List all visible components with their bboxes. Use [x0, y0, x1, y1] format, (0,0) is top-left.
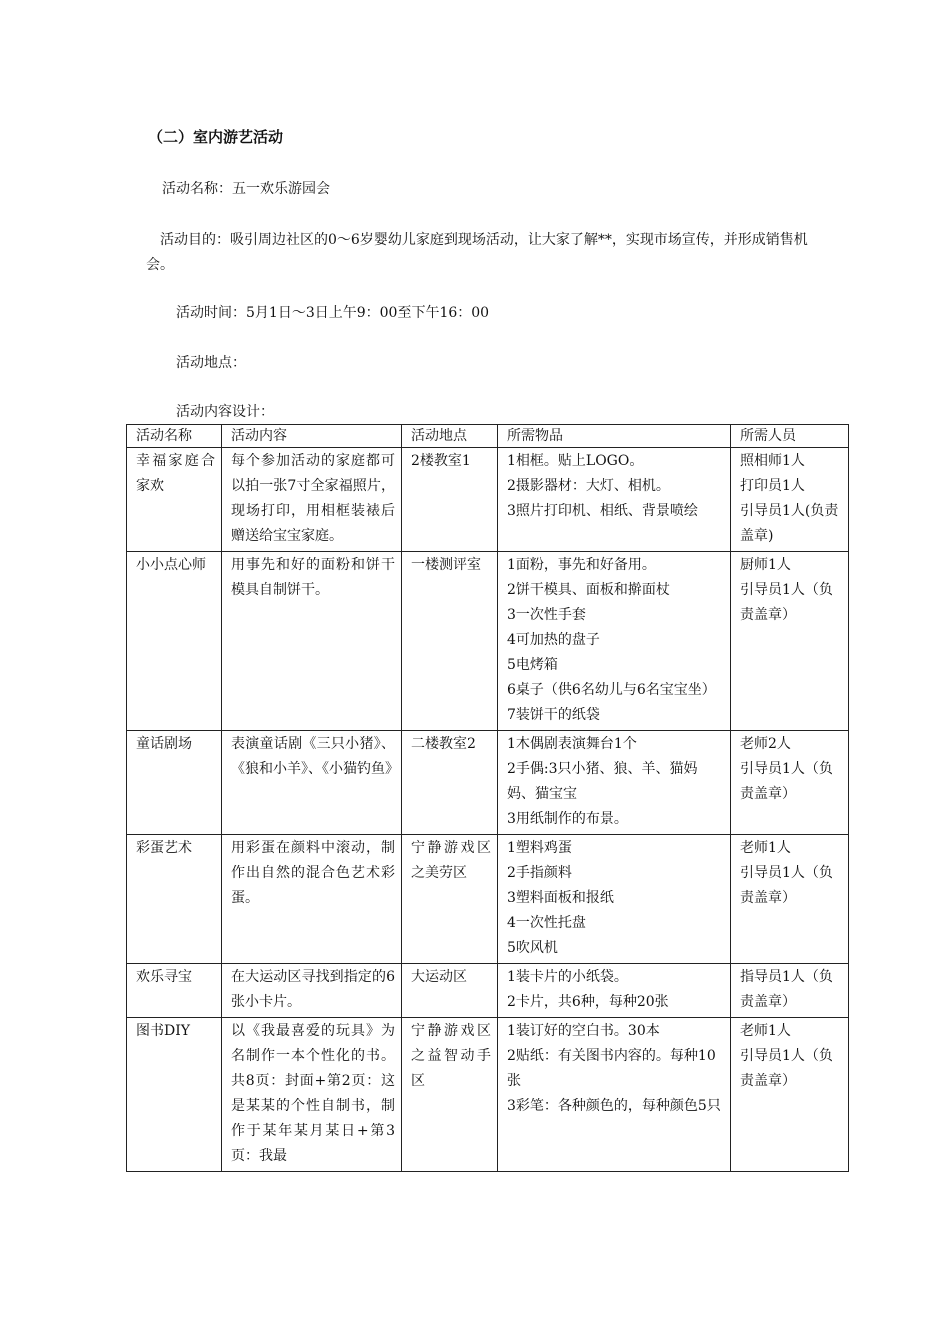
cell-required-items — [498, 448, 731, 552]
list-item: 2手指颜料 — [507, 865, 572, 881]
table-header-row — [127, 425, 849, 448]
table-row — [127, 835, 849, 964]
header-cell: 活动名称 — [127, 425, 222, 448]
list-item: 引导员1人（负责盖章） — [740, 582, 833, 623]
cell-required-items — [498, 964, 731, 1018]
cell-required-staff — [731, 731, 849, 835]
cell-activity-name: 图书DIY — [127, 1018, 222, 1172]
activity-name: 活动名称：五一欢乐游园会 — [162, 181, 330, 197]
list-item: 老师1人 — [740, 1023, 791, 1039]
list-item: 1相框。贴上LOGO。 — [507, 453, 644, 469]
list-item: 4可加热的盘子 — [507, 632, 600, 648]
cell-activity-content: 用彩蛋在颜料中滚动，制作出自然的混合色艺术彩蛋。 — [222, 835, 402, 964]
cell-required-staff — [731, 835, 849, 964]
cell-required-items — [498, 731, 731, 835]
cell-activity-location: 大运动区 — [402, 964, 498, 1018]
cell-activity-location: 2楼教室1 — [402, 448, 498, 552]
list-item: 4一次性托盘 — [507, 915, 586, 931]
cell-activity-name: 童话剧场 — [127, 731, 222, 835]
cell-required-items — [498, 552, 731, 731]
cell-activity-content: 用事先和好的面粉和饼干模具自制饼干。 — [222, 552, 402, 731]
list-item: 指导员1人（负责盖章） — [740, 969, 833, 1010]
activity-table — [126, 424, 849, 1172]
list-item: 6桌子（供6名幼儿与6名宝宝坐） — [507, 682, 716, 698]
table-row — [127, 1018, 849, 1172]
list-item: 打印员1人 — [740, 478, 805, 494]
cell-activity-location: 二楼教室2 — [402, 731, 498, 835]
cell-activity-location: 一楼测评室 — [402, 552, 498, 731]
header-cell: 所需物品 — [498, 425, 731, 448]
header-cell: 活动内容 — [222, 425, 402, 448]
activity-purpose: 活动目的：吸引周边社区的0～6岁婴幼儿家庭到现场活动，让大家了解**，实现市场宣传，并形成销售机会。 — [146, 232, 808, 273]
list-item: 2手偶:3只小猪、狼、羊、猫妈妈、猫宝宝 — [507, 761, 698, 802]
list-item: 3塑料面板和报纸 — [507, 890, 614, 906]
cell-activity-name: 小小点心师 — [127, 552, 222, 731]
list-item: 1装卡片的小纸袋。 — [507, 969, 628, 985]
cell-required-staff — [731, 1018, 849, 1172]
cell-activity-content: 在大运动区寻找到指定的6张小卡片。 — [222, 964, 402, 1018]
list-item: 老师1人 — [740, 840, 791, 856]
list-item: 5电烤箱 — [507, 657, 558, 673]
cell-activity-name: 欢乐寻宝 — [127, 964, 222, 1018]
cell-required-staff — [731, 964, 849, 1018]
cell-activity-content: 以《我最喜爱的玩具》为名制作一本个性化的书。共8页：封面+第2页：这是某某的个性自制书，制作于某年某月某日+第3页：我最 — [222, 1018, 402, 1172]
cell-activity-location: 宁静游戏区之益智动手区 — [402, 1018, 498, 1172]
list-item: 2贴纸：有关图书内容的。每种10张 — [507, 1048, 716, 1089]
list-item: 7装饼干的纸袋 — [507, 707, 600, 723]
list-item: 厨师1人 — [740, 557, 791, 573]
list-item: 老师2人 — [740, 736, 791, 752]
cell-required-staff — [731, 448, 849, 552]
list-item: 3照片打印机、相纸、背景喷绘 — [507, 503, 698, 519]
list-item: 3用纸制作的布景。 — [507, 811, 628, 827]
activity-time: 活动时间：5月1日～3日上午9：00至下午16：00 — [176, 305, 490, 321]
header-cell: 所需人员 — [731, 425, 849, 448]
activity-location: 活动地点： — [176, 355, 246, 371]
section-heading: （二）室内游艺活动 — [148, 128, 284, 146]
list-item: 1塑料鸡蛋 — [507, 840, 572, 856]
cell-activity-name: 幸福家庭合家欢 — [127, 448, 222, 552]
list-item: 2饼干模具、面板和擀面杖 — [507, 582, 670, 598]
list-item: 1装订好的空白书。30本 — [507, 1023, 660, 1039]
cell-activity-content: 表演童话剧《三只小猪》、《狼和小羊》、《小猫钓鱼》 — [222, 731, 402, 835]
list-item: 1面粉，事先和好备用。 — [507, 557, 656, 573]
list-item: 5吹风机 — [507, 940, 558, 956]
table-row — [127, 964, 849, 1018]
list-item: 3一次性手套 — [507, 607, 586, 623]
list-item: 引导员1人（负责盖章） — [740, 1048, 833, 1089]
cell-activity-content: 每个参加活动的家庭都可以拍一张7寸全家福照片，现场打印，用相框装裱后赠送给宝宝家庭。 — [222, 448, 402, 552]
list-item: 引导员1人（负责盖章） — [740, 865, 833, 906]
list-item: 引导员1人(负责盖章) — [740, 503, 839, 544]
list-item: 照相师1人 — [740, 453, 805, 469]
list-item: 2摄影器材：大灯、相机。 — [507, 478, 670, 494]
activity-design-label: 活动内容设计： — [176, 404, 274, 420]
cell-activity-location: 宁静游戏区之美劳区 — [402, 835, 498, 964]
table-row — [127, 731, 849, 835]
list-item: 3彩笔：各种颜色的，每种颜色5只 — [507, 1098, 721, 1114]
header-cell: 活动地点 — [402, 425, 498, 448]
list-item: 引导员1人（负责盖章） — [740, 761, 833, 802]
list-item: 2卡片，共6种，每种20张 — [507, 994, 669, 1010]
cell-required-staff — [731, 552, 849, 731]
cell-activity-name: 彩蛋艺术 — [127, 835, 222, 964]
cell-required-items — [498, 1018, 731, 1172]
table-row — [127, 552, 849, 731]
table-row — [127, 448, 849, 552]
cell-required-items — [498, 835, 731, 964]
list-item: 1木偶剧表演舞台1个 — [507, 736, 637, 752]
